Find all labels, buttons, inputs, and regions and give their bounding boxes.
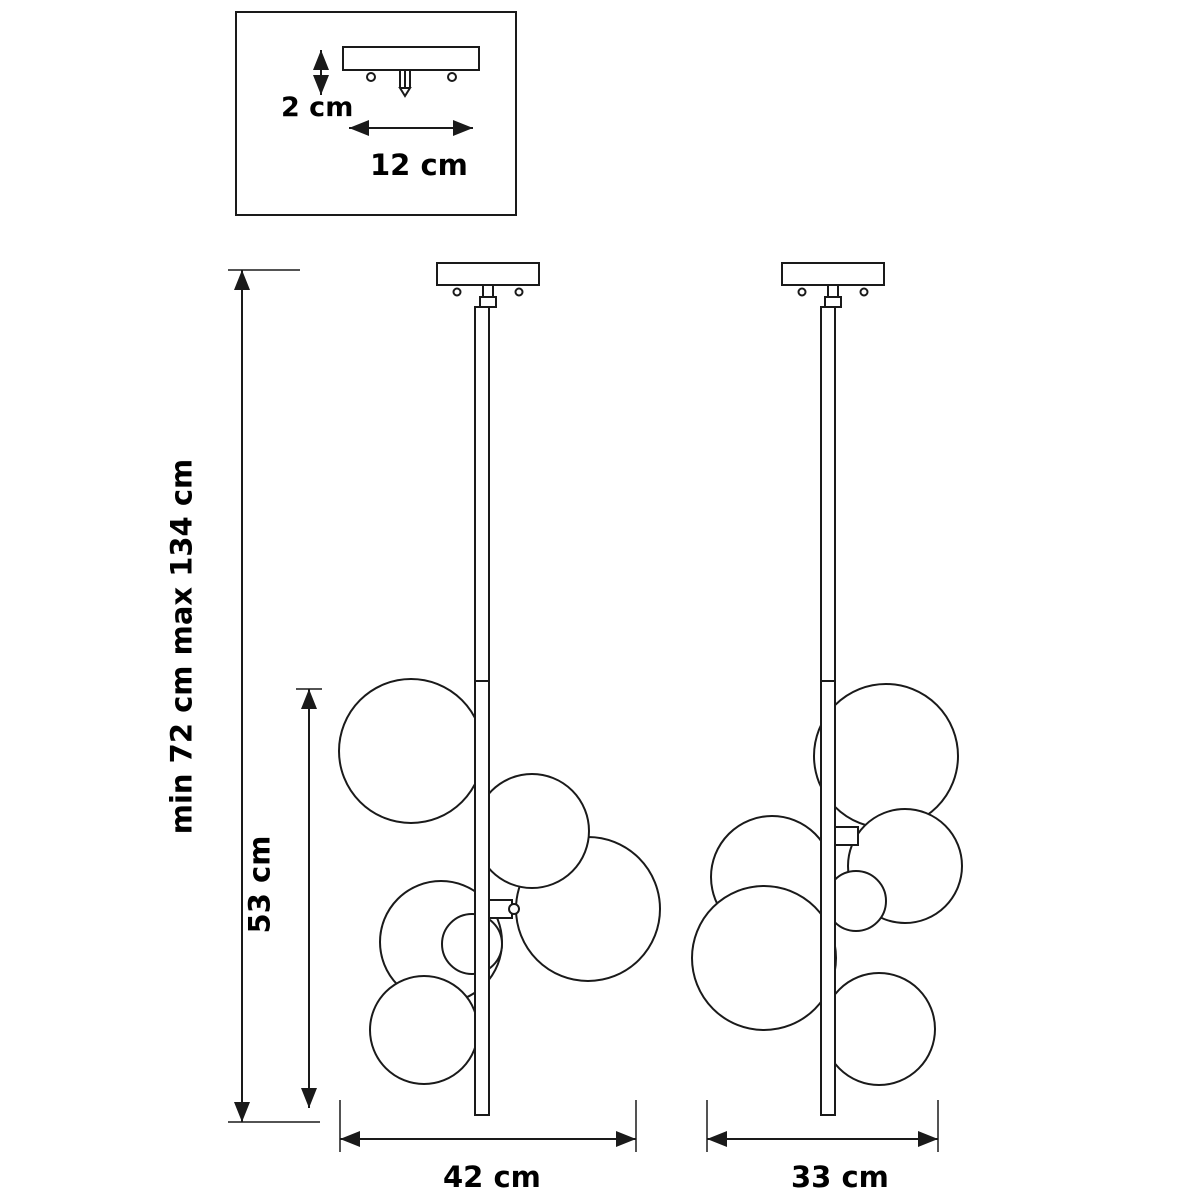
front-view-fixture xyxy=(339,263,660,1152)
label-canopy-height: 2 cm xyxy=(281,92,354,123)
label-front-width: 42 cm xyxy=(443,1160,541,1194)
label-canopy-width: 12 cm xyxy=(370,148,468,182)
height-dimension-fixture xyxy=(296,689,322,1108)
label-total-height: min 72 cm max 134 cm xyxy=(164,458,199,835)
height-dimension-total xyxy=(228,270,320,1122)
label-side-width: 33 cm xyxy=(791,1160,889,1194)
side-view-fixture xyxy=(692,263,962,1152)
canopy-detail-box xyxy=(236,12,516,215)
label-fixture-height: 53 cm xyxy=(242,835,277,934)
